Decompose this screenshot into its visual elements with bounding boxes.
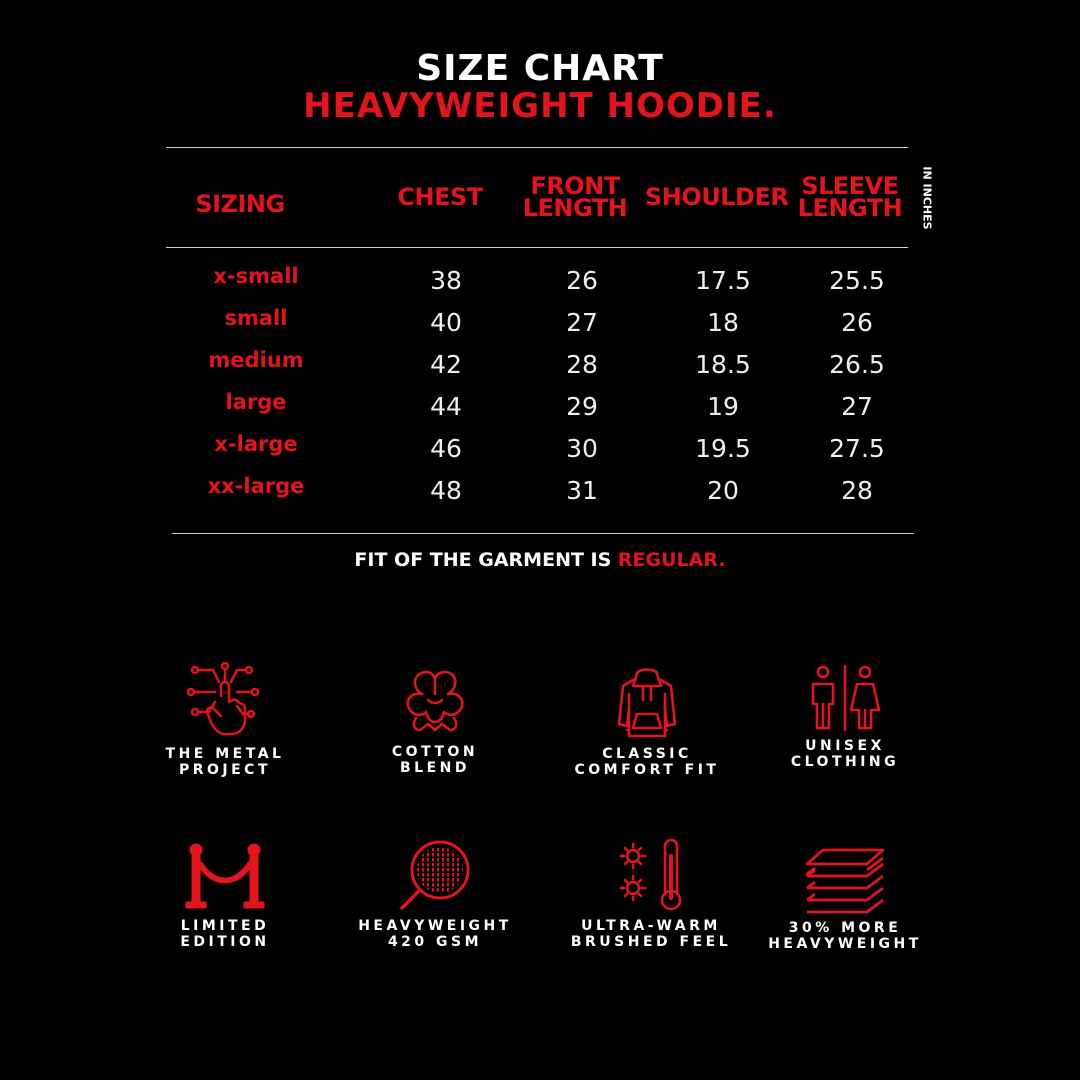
feature-label: THE METAL PROJECT xyxy=(165,746,285,778)
velvet-rope-icon xyxy=(184,842,266,912)
sleeve-value: 25.5 xyxy=(829,266,885,295)
sleeve-value: 27 xyxy=(841,392,873,421)
feature-classic-comfort-fit xyxy=(542,664,752,778)
shoulder-value: 17.5 xyxy=(695,266,751,295)
column-header-line: FRONT xyxy=(530,172,620,200)
shoulder-value: 19 xyxy=(707,392,739,421)
column-header-front-length xyxy=(515,172,635,222)
chest-value: 48 xyxy=(430,476,462,505)
column-header-sleeve-length xyxy=(795,172,905,222)
size-label: x-large xyxy=(214,432,298,456)
fit-value: REGULAR. xyxy=(617,549,726,571)
front-value: 26 xyxy=(566,266,598,295)
shoulder-value: 20 xyxy=(707,476,739,505)
column-header-sizing: SIZING xyxy=(195,190,285,218)
front-value: 28 xyxy=(566,350,598,379)
chest-value: 42 xyxy=(430,350,462,379)
fabric-weave-icon xyxy=(396,838,474,912)
column-header-chest: CHEST xyxy=(397,183,483,211)
size-label: medium xyxy=(208,348,304,372)
feature-label: CLASSIC COMFORT FIT xyxy=(574,746,720,778)
units-label: IN INCHES xyxy=(920,166,934,230)
table-bottom-divider xyxy=(172,533,914,534)
size-label: xx-large xyxy=(207,474,305,498)
feature-label: UNISEX CLOTHING xyxy=(790,738,900,770)
fit-prefix: FIT OF THE GARMENT IS xyxy=(354,549,612,571)
column-header-line: LENGTH xyxy=(522,194,628,222)
front-value: 31 xyxy=(566,476,598,505)
shoulder-value: 18 xyxy=(707,308,739,337)
shoulder-value: 18.5 xyxy=(695,350,751,379)
table-header-divider xyxy=(166,247,908,248)
sleeve-value: 26.5 xyxy=(829,350,885,379)
front-value: 27 xyxy=(566,308,598,337)
page-title: SIZE CHART xyxy=(416,48,664,89)
feature-label: 30% MORE HEAVYWEIGHT xyxy=(768,920,922,952)
feature-cotton-blend xyxy=(330,664,540,776)
table-top-divider xyxy=(166,147,908,148)
sleeve-value: 28 xyxy=(841,476,873,505)
unisex-icon xyxy=(807,664,883,732)
front-value: 29 xyxy=(566,392,598,421)
hoodie-icon xyxy=(615,664,679,740)
chest-value: 44 xyxy=(430,392,462,421)
front-value: 30 xyxy=(566,434,598,463)
cotton-icon xyxy=(398,664,472,738)
fabric-layers-icon xyxy=(803,844,887,914)
size-label: x-small xyxy=(213,264,299,288)
thermometer-icon xyxy=(611,838,691,912)
feature-unisex-clothing xyxy=(740,664,950,770)
feature-more-heavyweight xyxy=(740,844,950,952)
feature-limited-edition xyxy=(120,842,330,950)
sleeve-value: 27.5 xyxy=(829,434,885,463)
product-subtitle: HEAVYWEIGHT HOODIE. xyxy=(303,86,777,126)
size-label: large xyxy=(225,390,287,414)
column-header-shoulder: SHOULDER xyxy=(645,183,789,211)
feature-label: ULTRA-WARM BRUSHED FEEL xyxy=(570,918,732,950)
feature-heavyweight-gsm xyxy=(330,838,540,950)
chest-value: 38 xyxy=(430,266,462,295)
chest-value: 46 xyxy=(430,434,462,463)
sleeve-value: 26 xyxy=(841,308,873,337)
circuit-hand-icon xyxy=(185,662,265,740)
feature-label: LIMITED EDITION xyxy=(180,918,270,950)
chest-value: 40 xyxy=(430,308,462,337)
size-label: small xyxy=(224,306,288,330)
fit-statement xyxy=(0,549,1080,571)
column-header-line: LENGTH xyxy=(797,194,903,222)
column-header-line: SLEEVE xyxy=(801,172,899,200)
feature-ultra-warm xyxy=(546,838,756,950)
feature-label: HEAVYWEIGHT 420 GSM xyxy=(358,918,512,950)
shoulder-value: 19.5 xyxy=(695,434,751,463)
feature-label: COTTON BLEND xyxy=(391,744,479,776)
feature-the-metal-project xyxy=(120,662,330,778)
